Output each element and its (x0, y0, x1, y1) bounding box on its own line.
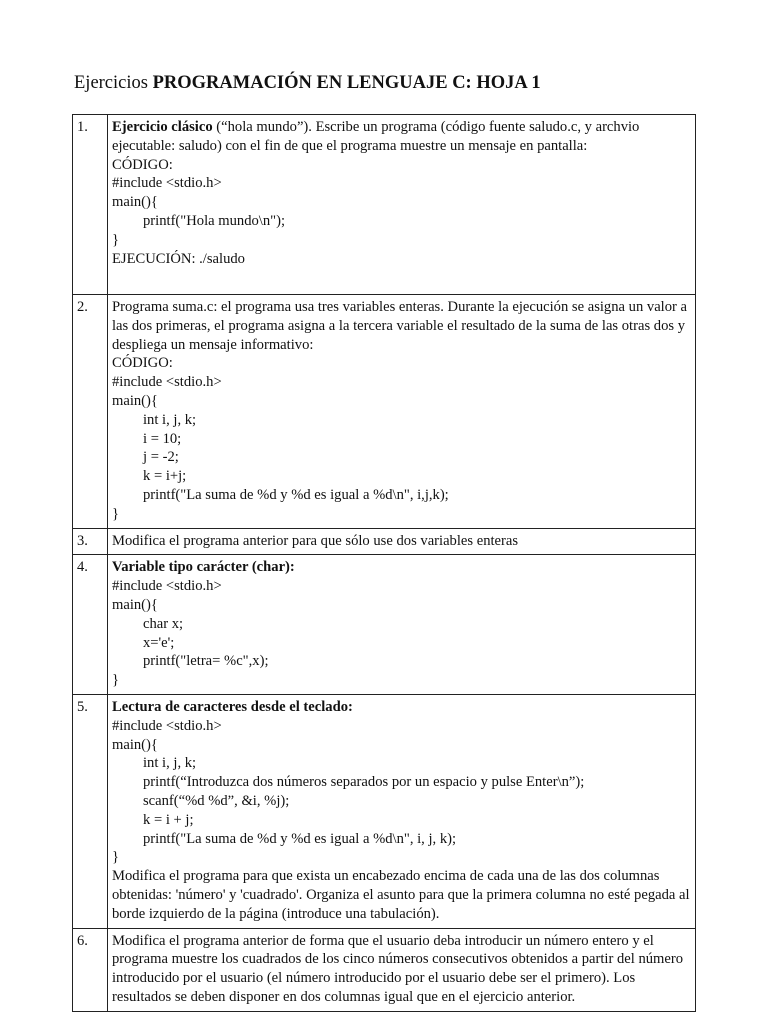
title-main: PROGRAMACIÓN EN LENGUAJE C: HOJA 1 (152, 73, 541, 93)
code-line: i = 10; (143, 430, 182, 447)
code-line: #include <stdio.h> (112, 578, 222, 595)
code-line: char x; (143, 615, 184, 632)
exercise-intro: Programa suma.c: el programa usa tres variables enteras. Durante la ejecución se asigna un valor a las dos primeras, el programa asigna a la tercera variable el resultado de la suma de las otras dos y despliega un mensaje informativo: (112, 299, 688, 353)
code-line: main(){ (112, 194, 158, 211)
title-prefix: Ejercicios (74, 73, 153, 93)
code-line: k = i + j; (143, 811, 194, 828)
exercise-number: 5. (73, 694, 108, 928)
exercise-content (108, 115, 696, 295)
exercise-number: 3. (73, 528, 108, 555)
exercise-content: Modifica el programa anterior para que sólo use dos variables enteras (108, 528, 696, 555)
exercise-number: 2. (73, 295, 108, 529)
table-row (73, 694, 696, 928)
code-line: printf("Hola mundo\n"); (143, 212, 286, 229)
exercise-heading: Variable tipo carácter (char): (112, 559, 295, 576)
code-line: printf(“Introduzca dos números separados por un espacio y pulse Enter\n”); (143, 774, 585, 791)
code-line: printf("La suma de %d y %d es igual a %d\n", i, j, k); (143, 830, 457, 847)
table-row (73, 555, 696, 695)
exercise-content (108, 694, 696, 928)
code-line: int i, j, k; (143, 411, 197, 428)
page-title (74, 73, 541, 94)
code-line: printf("La suma de %d y %d es igual a %d\n", i,j,k); (143, 486, 449, 503)
exercise-number: 6. (73, 928, 108, 1011)
exercise-content (108, 555, 696, 695)
code-line: } (112, 505, 120, 522)
code-label: CÓDIGO: (112, 355, 173, 372)
code-label: CÓDIGO: (112, 156, 173, 173)
code-line: main(){ (112, 392, 158, 409)
exercise-number: 4. (73, 555, 108, 695)
code-line: } (112, 849, 120, 866)
code-line: k = i+j; (143, 468, 187, 485)
table-row (73, 928, 696, 1011)
exercise-intro (112, 119, 639, 154)
execution-line: EJECUCIÓN: ./saludo (112, 250, 245, 267)
table-row (73, 528, 696, 555)
exercise-heading: Ejercicio clásico (112, 119, 213, 135)
code-line: main(){ (112, 736, 158, 753)
code-line: scanf(“%d %d”, &i, %j); (143, 792, 290, 809)
code-line: printf("letra= %c",x); (143, 653, 269, 670)
code-line: #include <stdio.h> (112, 175, 222, 192)
exercise-note: Modifica el programa para que exista un encabezado encima de cada una de las dos columnas obtenidas: 'número' y 'cuadrado'. Organiza el asunto para que la primera columna no esté pegada al borde izquierdo de la página (introduce una tabulación). (112, 868, 694, 922)
code-line: int i, j, k; (143, 755, 197, 772)
code-line: j = -2; (143, 449, 179, 466)
exercise-heading: Lectura de caracteres desde el teclado: (112, 698, 353, 715)
code-line: } (112, 231, 120, 248)
exercise-content (108, 295, 696, 529)
exercise-number: 1. (73, 115, 108, 295)
table-row (73, 115, 696, 295)
table-row (73, 295, 696, 529)
exercise-content: Modifica el programa anterior de forma que el usuario deba introducir un número entero y el programa muestre los cuadrados de los cinco números consecutivos obtenidos a partir del número introducido por el usuario (el número introducido por el usuario debe ser el primero). Los resultados se deben disponer en dos columnas igual que en el ejercicio anterior. (108, 928, 696, 1011)
code-line: } (112, 672, 120, 689)
code-line: #include <stdio.h> (112, 374, 222, 391)
code-line: main(){ (112, 596, 158, 613)
code-line: #include <stdio.h> (112, 717, 222, 734)
exercise-intro-text: (“hola mundo”). Escribe un programa (código fuente saludo.c, y archvio ejecutable: saludo) con el fin de que el programa muestre un mensaje en pantalla: (112, 119, 640, 154)
code-line: x='e'; (143, 634, 175, 651)
exercise-table (72, 114, 696, 1012)
